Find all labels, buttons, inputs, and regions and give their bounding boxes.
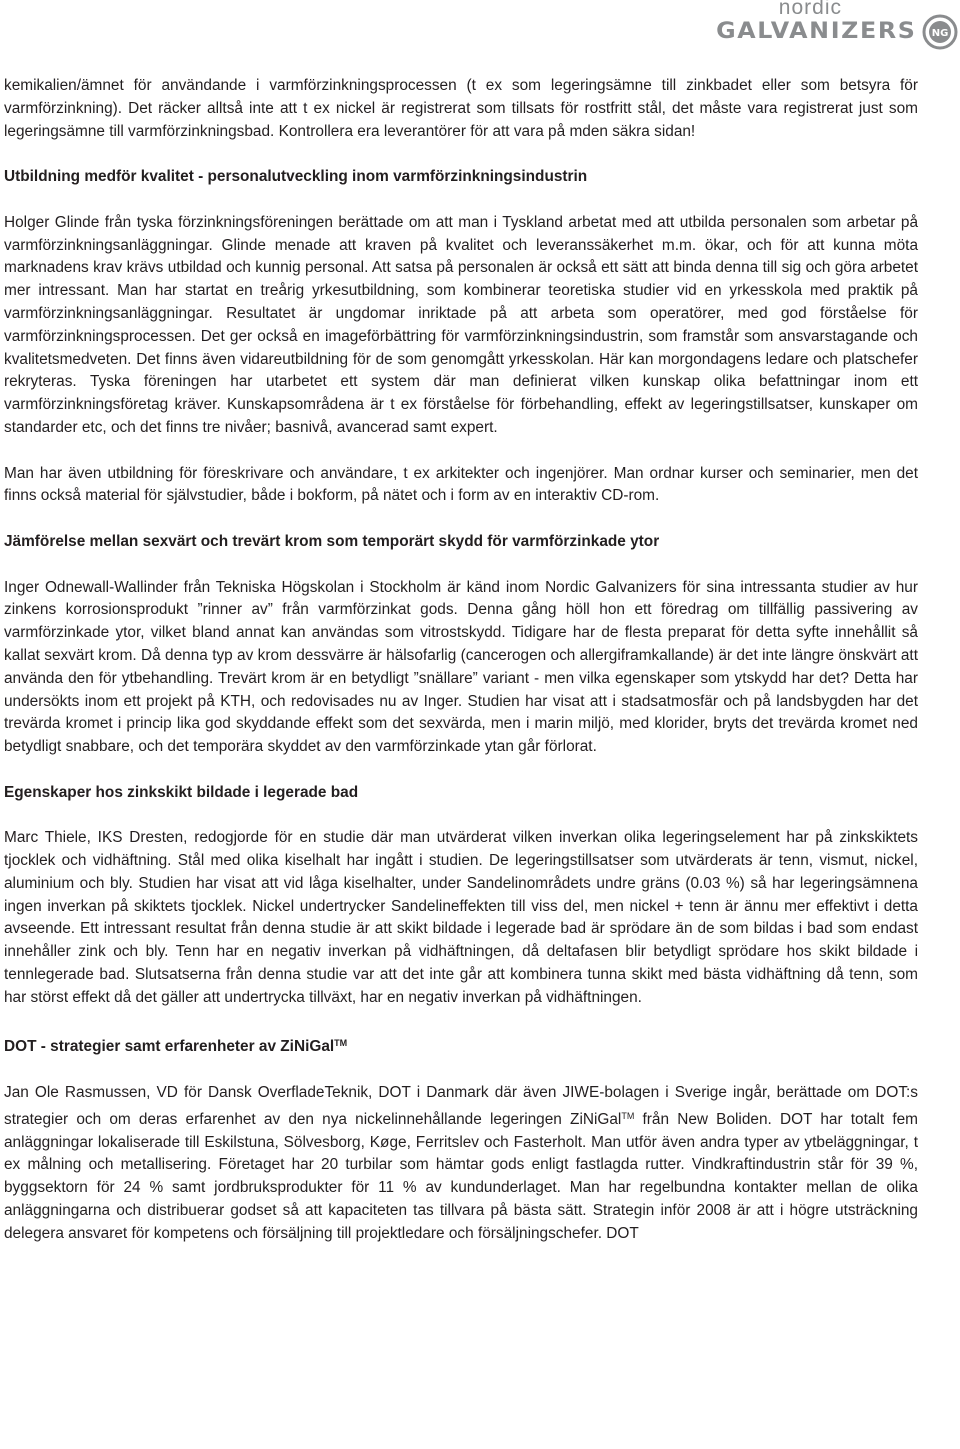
paragraph-rasmussen <box>4 1082 918 1246</box>
trademark-mark: TM <box>334 1038 348 1049</box>
nordic-galvanizers-logo <box>700 0 960 50</box>
logo-mark-icon <box>922 14 958 50</box>
logo-nordic-text: nordic <box>778 0 842 19</box>
paragraph-glinde: Holger Glinde från tyska förzinkningsföreningen berättade om att man i Tyskland arbetat med att utbilda personalen som arbetar på varmförzinkningsanläggningar. Glinde menade att kraven på kvalitet och leveranssäkerhet m.m. ökar, och för att kunna möta marknadens krav krävs utbildad och kunnig personal. Att satsa på personalen är också ett sätt att binda denna till sig och göra arbetet mer intressant. Man har startat en treårig yrkesutbildning, som kombinerar teoretiska studier vid en yrkesskola med praktik på varmförzinkningsanläggningar. Resultatet är ungdomar inriktade på att arbeta som operatörer, med god förståelse för varmförzinkningsprocessen. Det ger också en imageförbättring för varmförzinkningsindustrin, som framstår som ansvarstagande och kvalitetsmedveten. Det finns även vidareutbildning för de som genomgått yrkesskolan. Här kan morgondagens ledare och platschefer rekryteras. Tyska föreningen har utarbetet ett system där man definierat vilken kunskap olika befattningar inom ett varmförzinkningsföretag kräver. Kunskapsområdena är t ex förståelse för förbehandling, effekt av legeringstillsatser, kunskaper om standarder etc, och det finns tre nivåer; basnivå, avancerad samt expert. <box>4 213 918 436</box>
paragraph-rasmussen-rest: från New Boliden. DOT har totalt fem anläggningar lokaliserade till Eskilstuna, Sölvesborg, Køge, Ferritslev och Fasterholt. Man utför även andra typer av ytbeläggningar, t ex målning och metallisering. Företaget har 20 turbilar som hämtar gods enligt fastlagda rutter. Vindkraftindustrin står för 39 %, byggsektorn för 24 % samt jordbruksprodukter för 11 % av kundunderlaget. Man har regelbundna kontakter mellan de olika anläggningarna och distribuerar godset så att kapaciteten tas tillvara på bästa sätt. Strategin inför 2008 är att i högre utsträckning delegera ansvaret för kompetens och försäljning till projektledare och försäljningschefer. DOT <box>4 1110 918 1242</box>
heading-utbildning: Utbildning medför kvalitet - personalutveckling inom varmförzinkningsindustrin <box>4 168 588 186</box>
logo-galvanizers-text: GALVANIZERS <box>715 19 916 44</box>
trademark-mark: TM <box>621 1110 635 1121</box>
heading-dot-text: DOT - strategier samt erfarenheter av ZiNiGal <box>4 1038 335 1056</box>
heading-dot <box>4 1032 918 1059</box>
paragraph-odnewall: Inger Odnewall-Wallinder från Tekniska Högskolan i Stockholm är känd inom Nordic Galvanizers för sina intressanta studier av hur zinkens korrosionsprodukt ”rinner av” från varmförzinkat gods. Denna gång höll hon ett föredrag om tillfällig passivering av varmförzinkade ytor, vilket bland annat kan användas som vitrostskydd. Tidigare har de flesta preparat för detta syfte innehållit så kallat sexvärt krom. Då denna typ av krom dessvärre är hälsofarlig (cancerogen och allergiframkallande) är det inte längre önskvärt att använda den för ytbehandling. Trevärt krom är en betydligt ”snällare” variant - men vilka egenskaper som ytskydd har det? Detta har undersökts inom ett projekt på KTH, och redovisades nu av Inger. Studien har visat att i stadsatmosfär och på landsbygden har det trevärda kromet i princip lika god skyddande effekt som det sexvärda, men i marin miljö, med klorider, bryts det trevärda kromet ned betydligt snabbare, och det temporära skyddet av den varmförzinkade ytan går förlorat. <box>4 578 918 756</box>
paragraph-thiele: Marc Thiele, IKS Dresten, redogjorde för en studie där man utvärderat vilken inverkan olika legeringselement har på zinkskiktets tjocklek och vidhäftning. Stål med olika kiselhalt har ingått i studien. De legeringstillsatser som utvärderats är tenn, vismut, nickel, aluminium och bly. Studien har visat att vid låga kiselhalter, under Sandelinområdets undre gräns (0.03 %) så har legeringsämnena ingen inverkan på skiktets tjocklek. Nickel undertrycker Sandelineffekten till viss del, men nickel + tenn är ännu mer effektivt i detta avseende. Ett intressant resultat från denna studie är att skikt bildade i legerade bad är sprödare än de som bildas i bad som endast innehåller zink och bly. Tenn har en negativ inverkan på vidhäftningen, då deltafasen blir betydligt sprödare hos skikt bildade i tennlegerade bad. Slutsatserna från denna studie var att det inte går att kombinera tunna skikt med bästa vidhäftning då tenn, som har störst effekt då det gäller att undertrycka tillväxt, har en negativ inverkan på vidhäftningen. <box>4 829 918 1006</box>
heading-krom: Jämförelse mellan sexvärt och trevärt krom som temporärt skydd för varmförzinkade ytor <box>4 532 660 550</box>
paragraph-reach-intro: kemikalien/ämnet för användande i varmförzinkningsprocessen (t ex som legeringsämne till zinkbadet eller som betsyra för varmförzinkning). Det räcker alltså inte att t ex nickel är registrerat som tillsats för rostfritt stål, det måste vara registrerat just som legeringsämne till varmförzinkningsbad. Kontrollera era leverantörer för att vara på mden säkra sidan! <box>4 77 918 140</box>
paragraph-foreskrivare: Man har även utbildning för föreskrivare och användare, t ex arkitekter och ingenjörer. Man ordnar kurser och seminarier, men det finns också material för självstudier, både i bokform, på nätet och i form av en interaktiv CD-rom. <box>4 464 918 505</box>
logo-mark-text: NG <box>931 28 949 39</box>
article-body <box>4 75 918 1246</box>
heading-zinkskikt: Egenskaper hos zinkskikt bildade i legerade bad <box>4 783 359 801</box>
paragraph-rasmussen-start: Jan Ole Rasmussen, VD för Dansk OverfladeTeknik, DOT i Danmark där även JIWE-bolagen i Sverige ingår, berättade om DOT:s strategier och om deras erfarenhet av den nya nickelinnehållande legeringen ZiNiGal <box>4 1084 918 1128</box>
